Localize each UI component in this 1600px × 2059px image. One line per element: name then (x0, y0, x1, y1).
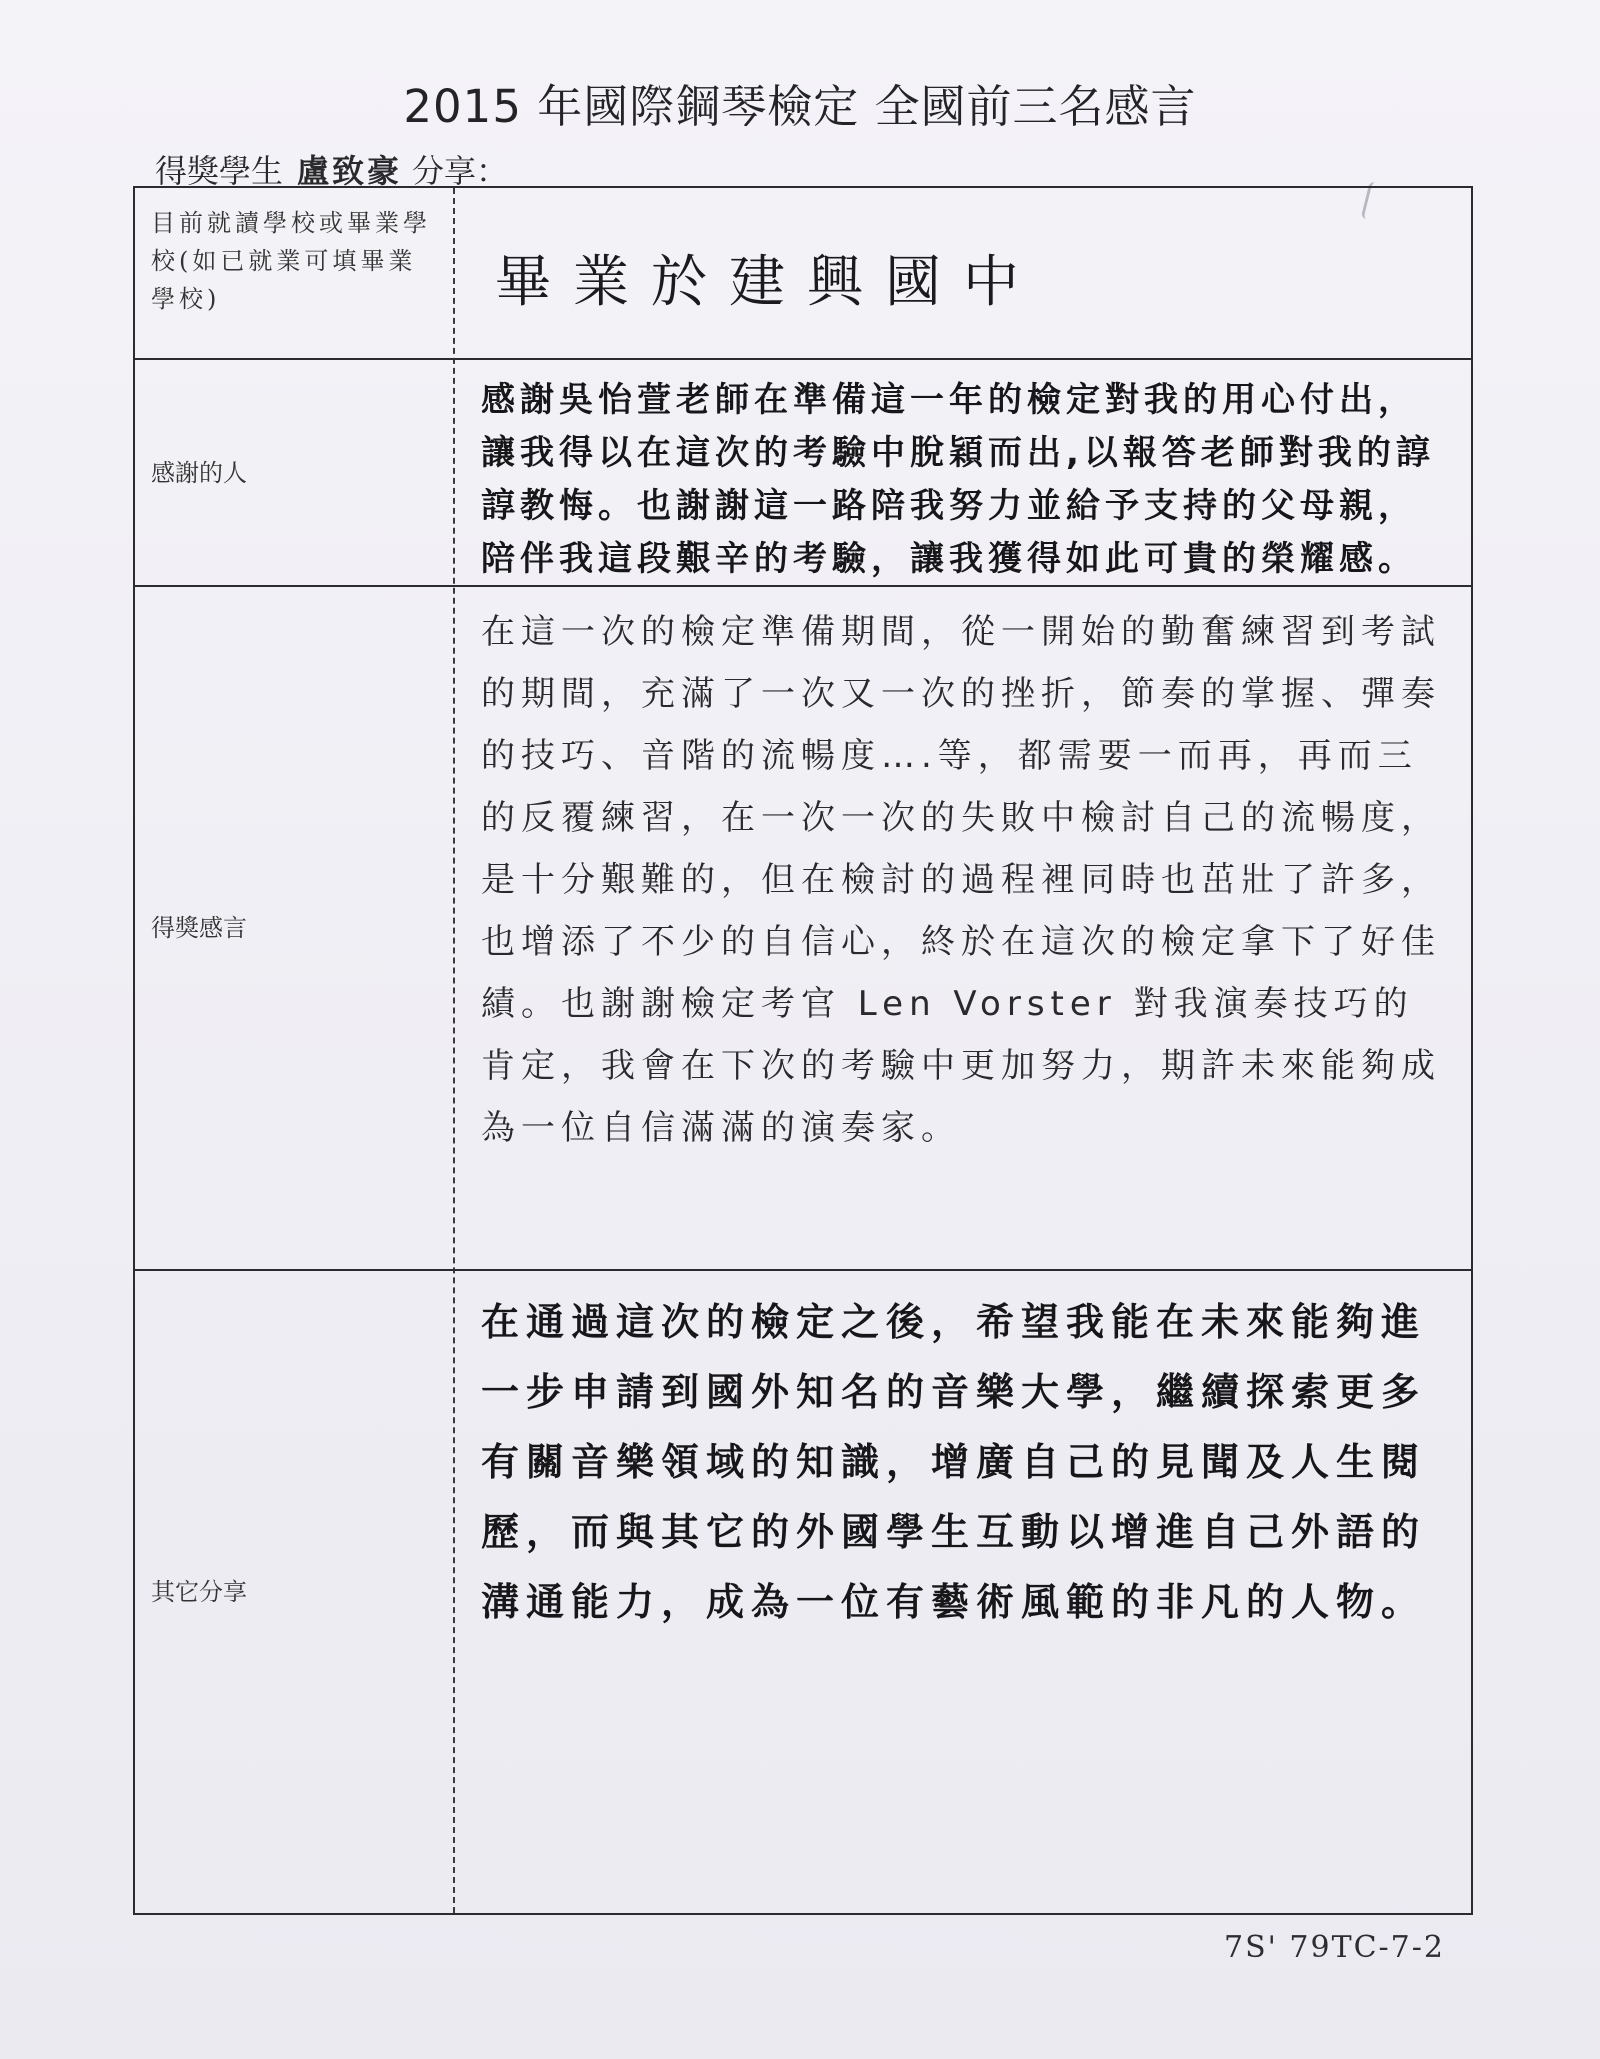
table-row-award-speech (135, 587, 1471, 1271)
row-content-award-speech: 在這一次的檢定準備期間，從一開始的勤奮練習到考試的期間，充滿了一次又一次的挫折，節奏的掌握、彈奏的技巧、音階的流暢度….等，都需要一而再，再而三的反覆練習，在一次一次的失敗中檢討自己的流暢度，是十分艱難的，但在檢討的過程裡同時也茁壯了許多，也增添了不少的自信心，終於在這次的檢定拿下了好佳績。也謝謝檢定考官 Len Vorster 對我演奏技巧的肯定，我會在下次的考驗中更加努力，期許未來能夠成為一位自信滿滿的演奏家。 (481, 612, 1441, 1148)
row-content-thanks: 感謝吳怡萱老師在準備這一年的檢定對我的用心付出，讓我得以在這次的考驗中脫穎而出,以報答老師對我的諄諄教悔。也謝謝這一路陪我努力並給予支持的父母親，陪伴我這段艱辛的考驗，讓我獲得如此可貴的榮耀感。 (481, 380, 1435, 579)
share-label: 分享： (412, 152, 509, 190)
student-label: 得獎學生 (155, 152, 284, 190)
student-name: 盧致豪 (297, 152, 403, 190)
form-code: 7S' 79TC-7-2 (1223, 1930, 1445, 1965)
row-label-thanks: 感謝的人 (151, 458, 247, 487)
table-row-thanks (135, 360, 1471, 587)
row-label-other-sharing: 其它分享 (151, 1578, 247, 1606)
row-label-school: 目前就讀學校或畢業學校(如已就業可填畢業學校) (151, 209, 431, 313)
row-content-school: 畢業於建興國中 (495, 250, 1041, 315)
testimonial-form-table (133, 186, 1473, 1915)
row-content-other-sharing: 在通過這次的檢定之後，希望我能在未來能夠進一步申請到國外知名的音樂大學，繼續探索更多有關音樂領域的知識，增廣自己的見聞及人生閱歷，而與其它的外國學生互動以增進自己外語的溝通能力，成為一位有藝術風範的非凡的人物。 (481, 1300, 1427, 1624)
document-title: 2015 年國際鋼琴檢定 全國前三名感言 (403, 80, 1197, 133)
table-row-school (135, 188, 1471, 360)
table-row-other-sharing (135, 1271, 1471, 1913)
row-label-award-speech: 得獎感言 (151, 914, 247, 942)
